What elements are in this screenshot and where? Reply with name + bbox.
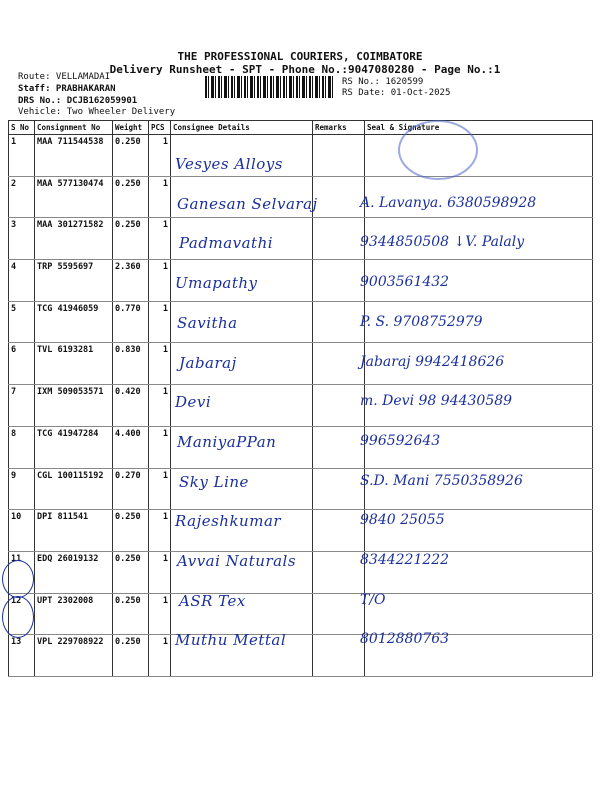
signature-handwriting: T/O — [360, 591, 386, 608]
cell-weight: 0.250 — [113, 176, 149, 218]
consignee-handwriting: Padmavathi — [179, 234, 274, 253]
rs-date: RS Date: 01-Oct-2025 — [342, 88, 451, 98]
cell-consignment: IXM 509053571 — [35, 385, 113, 427]
header-remarks: Remarks — [313, 121, 365, 135]
header-consignee: Consignee Details — [171, 121, 313, 135]
cell-pcs: 1 — [149, 510, 171, 552]
signature-handwriting: 9840 25055 — [360, 512, 445, 529]
runsheet-title: Delivery Runsheet - SPT - Phone No.:9047080280 - Page No.:1 — [109, 63, 501, 76]
table-header-row — [9, 121, 593, 135]
cell-sno: 12 — [9, 593, 35, 635]
cell-remarks — [313, 426, 365, 468]
table-row — [9, 135, 593, 177]
cell-remarks — [313, 385, 365, 427]
cell-consignment: MAA 577130474 — [35, 176, 113, 218]
header-consignment: Consignment No — [35, 121, 113, 135]
signature-handwriting: A. Lavanya. 6380598928 — [360, 194, 537, 211]
cell-weight: 4.400 — [113, 426, 149, 468]
signature-handwriting: m. Devi 98 94430589 — [360, 393, 513, 410]
cell-pcs: 1 — [149, 635, 171, 677]
header-signature: Seal & Signature — [365, 121, 593, 135]
table-row — [9, 301, 593, 343]
cell-remarks — [313, 301, 365, 343]
table-row — [9, 343, 593, 385]
consignee-handwriting: Ganesan Selvaraj — [177, 194, 318, 213]
cell-weight: 2.360 — [113, 260, 149, 302]
cell-remarks — [313, 468, 365, 510]
cell-pcs: 1 — [149, 385, 171, 427]
consignee-handwriting: Sky Line — [179, 472, 249, 491]
cell-sno: 5 — [9, 301, 35, 343]
consignee-handwriting: Avvai Naturals — [177, 552, 297, 570]
cell-pcs: 1 — [149, 551, 171, 593]
seal-stamp — [398, 120, 478, 180]
header-pcs: PCS — [149, 121, 171, 135]
cell-weight: 0.420 — [113, 385, 149, 427]
cell-consignment: DPI 811541 — [35, 510, 113, 552]
cell-sno: 4 — [9, 260, 35, 302]
cell-sno: 9 — [9, 468, 35, 510]
rs-number: RS No.: 1620599 — [342, 77, 424, 87]
cell-remarks — [313, 135, 365, 177]
consignee-handwriting: Jabaraj — [179, 353, 237, 372]
sno-circle-12 — [2, 560, 34, 598]
table-row — [9, 426, 593, 468]
table-row — [9, 593, 593, 635]
consignee-handwriting: Rajeshkumar — [175, 512, 282, 531]
consignee-handwriting: Muthu Mettal — [175, 631, 287, 650]
cell-pcs: 1 — [149, 343, 171, 385]
cell-pcs: 1 — [149, 218, 171, 260]
cell-consignment: TCG 41947284 — [35, 426, 113, 468]
table-row — [9, 260, 593, 302]
vehicle-label: Vehicle: Two Wheeler Delivery — [18, 107, 176, 117]
cell-signature — [365, 593, 593, 635]
cell-consignment: TCG 41946059 — [35, 301, 113, 343]
table-row — [9, 510, 593, 552]
cell-remarks — [313, 176, 365, 218]
cell-weight: 0.250 — [113, 135, 149, 177]
consignee-handwriting: Umapathy — [175, 274, 258, 293]
cell-sno: 6 — [9, 343, 35, 385]
cell-sno: 10 — [9, 510, 35, 552]
cell-weight: 0.250 — [113, 551, 149, 593]
cell-consignment: VPL 229708922 — [35, 635, 113, 677]
company-title: THE PROFESSIONAL COURIERS, COIMBATORE — [177, 50, 423, 63]
cell-pcs: 1 — [149, 468, 171, 510]
cell-sno: 7 — [9, 385, 35, 427]
cell-consignment: UPT 2302008 — [35, 593, 113, 635]
route-label: Route: VELLAMADAI — [18, 72, 111, 82]
consignee-handwriting: ManiyaPPan — [177, 432, 277, 451]
cell-weight: 0.250 — [113, 593, 149, 635]
cell-pcs: 1 — [149, 426, 171, 468]
cell-pcs: 1 — [149, 260, 171, 302]
cell-sno: 2 — [9, 176, 35, 218]
cell-weight: 0.250 — [113, 510, 149, 552]
signature-handwriting: P. S. 9708752979 — [360, 313, 483, 330]
cell-pcs: 1 — [149, 593, 171, 635]
sno-circle-13 — [2, 596, 34, 638]
cell-remarks — [313, 593, 365, 635]
cell-remarks — [313, 635, 365, 677]
cell-weight: 0.250 — [113, 218, 149, 260]
cell-sno: 1 — [9, 135, 35, 177]
consignee-handwriting: ASR Tex — [179, 591, 246, 610]
consignee-handwriting: Vesyes Alloys — [175, 155, 283, 173]
signature-handwriting: S.D. Mani 7550358926 — [360, 472, 523, 489]
staff-label: Staff: PRABHAKARAN — [18, 84, 116, 94]
cell-weight: 0.830 — [113, 343, 149, 385]
cell-consignment: MAA 711544538 — [35, 135, 113, 177]
signature-handwriting: Jabaraj 9942418626 — [360, 353, 505, 370]
cell-remarks — [313, 510, 365, 552]
consignee-handwriting: Savitha — [177, 313, 238, 332]
cell-remarks — [313, 551, 365, 593]
cell-remarks — [313, 218, 365, 260]
cell-consignment: CGL 100115192 — [35, 468, 113, 510]
table-row — [9, 635, 593, 677]
drs-label: DRS No.: DCJB162059901 — [18, 96, 138, 106]
signature-handwriting: 8012880763 — [360, 631, 450, 648]
header-weight: Weight — [113, 121, 149, 135]
signature-handwriting: 996592643 — [360, 432, 441, 449]
cell-weight: 0.770 — [113, 301, 149, 343]
cell-consignment: MAA 301271582 — [35, 218, 113, 260]
signature-handwriting: 8344221222 — [360, 552, 450, 568]
cell-weight: 0.250 — [113, 635, 149, 677]
cell-remarks — [313, 343, 365, 385]
header-sno: S No — [9, 121, 35, 135]
signature-handwriting: 9344850508 ↓V. Palaly — [360, 234, 525, 251]
signature-handwriting: 9003561432 — [360, 274, 450, 291]
cell-remarks — [313, 260, 365, 302]
cell-consignment: TVL 6193281 — [35, 343, 113, 385]
cell-pcs: 1 — [149, 301, 171, 343]
cell-sno: 13 — [9, 635, 35, 677]
cell-consignment: EDQ 26019132 — [35, 551, 113, 593]
cell-sno: 3 — [9, 218, 35, 260]
cell-pcs: 1 — [149, 176, 171, 218]
barcode — [205, 76, 335, 98]
cell-sno: 11 — [9, 551, 35, 593]
cell-weight: 0.270 — [113, 468, 149, 510]
cell-sno: 8 — [9, 426, 35, 468]
consignee-handwriting: Devi — [175, 393, 212, 412]
cell-consignment: TRP 5595697 — [35, 260, 113, 302]
table-row — [9, 551, 593, 593]
cell-pcs: 1 — [149, 135, 171, 177]
